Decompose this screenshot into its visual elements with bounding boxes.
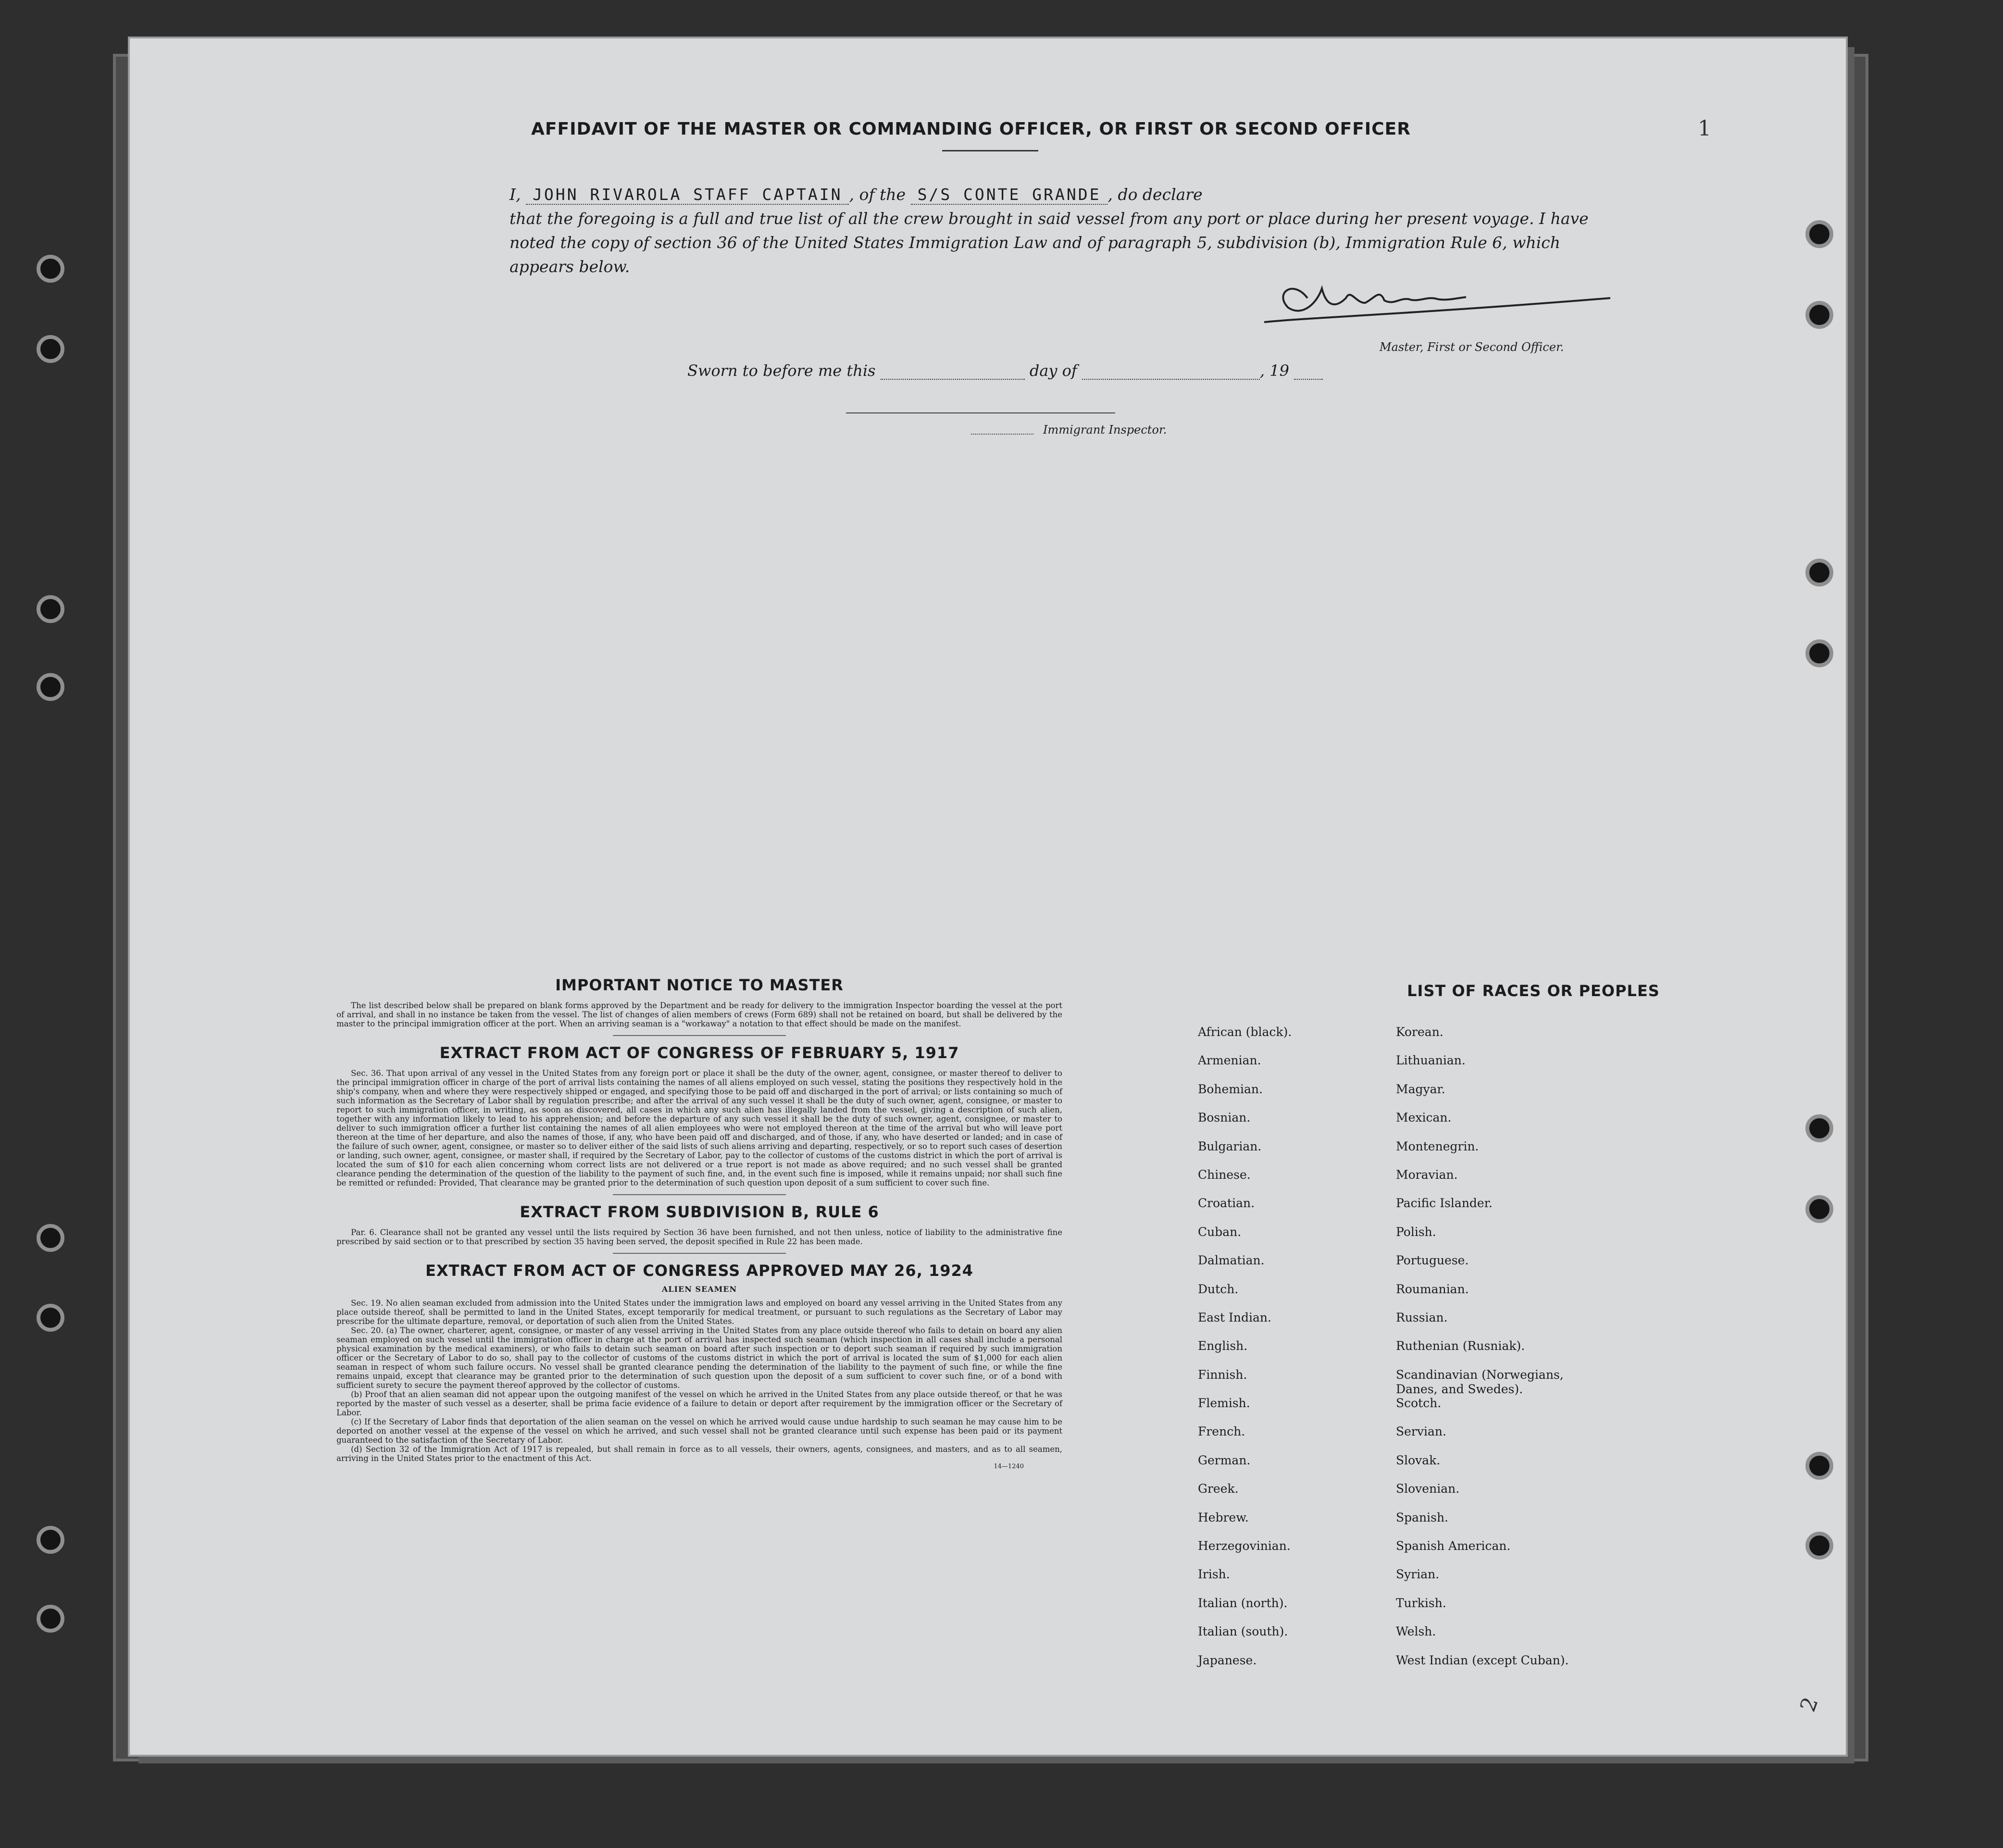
sworn-year-field [1294,379,1323,380]
race-item: German. [1198,1453,1251,1467]
alien-seamen-subtitle: ALIEN SEAMEN [661,1285,737,1294]
binder-hole [1805,559,1833,587]
of-the-text: , of the [849,185,906,204]
sworn-line [687,362,1323,380]
binder-hole [37,1224,64,1252]
race-item: Greek. [1198,1482,1239,1496]
race-item: Moravian. [1396,1167,1458,1182]
day-of-text: day of [1029,362,1077,380]
race-item: Italian (north). [1198,1596,1288,1610]
extract-1924-paragraph: Sec. 20. (a) The owner, charterer, agent, consignee, or master of any vessel arriving in the United States from any place outside thereof who fails to detain on board any alien seaman employed on such vessel until the immigration officer in charge at the port of arrival has inspected such seaman (which inspection in all cases shall include a personal physical examination by the medical examiners), or who fails to detain such seaman on board after such inspection or to deport such seaman if required by such immigration officer or the Secretary of Labor to do so, shall pay to the collector of customs of the customs district in which the port of arrival is located the sum of $1,000 for each alien seaman in respect of whom such failure occurs. No vessel shall be granted clearance pending the determination of the liability to the payment of such fine, or while the fine remains unpaid, except that clearance may be granted prior to the determination of such question upon the deposit of a sum sufficient to cover such fine, or of a bond with sufficient surety to secure the payment thereof approved by the collector of customs. [336,1326,1062,1390]
binder-hole [37,255,64,283]
race-item: Spanish. [1396,1510,1449,1524]
vessel-name-field: S/S CONTE GRANDE [911,185,1108,205]
race-item: Japanese. [1198,1653,1257,1667]
affidavit-sheet [130,38,1846,1755]
race-item: East Indian. [1198,1310,1271,1324]
binder-hole [1805,1452,1833,1480]
extract-rule6-text: Par. 6. Clearance shall not be granted any vessel until the lists required by Section 36 have been furnished, and not then unless, notice of liability to the administrative fine prescribed by said section or to that prescribed by section 35 having been served, the deposit specified in Rule 22 has been made. [336,1228,1062,1246]
binder-hole [37,595,64,623]
form-number: 14—1240 [994,1463,1024,1470]
race-item: Servian. [1396,1424,1446,1439]
binder-hole [37,1605,64,1633]
signature-caption: Master, First or Second Officer. [1380,340,1564,354]
race-item: Montenegrin. [1396,1139,1479,1153]
section-divider [613,1194,786,1195]
binder-hole [1805,301,1833,329]
page-mark-top: 1 [1698,116,1711,141]
declaration-intro: I, [510,185,521,204]
binder-hole [1805,220,1833,248]
notice-text: The list described below shall be prepared on blank forms approved by the Department and be ready for delivery to the immigration Inspector boarding the vessel at the port of arrival, and shall in no instance be taken from the vessel. The list of changes of alien members of crews (Form 689) shall not be retained on board, but shall be delivered by the master to the principal immigration officer at the port. When an arriving seaman is a "workaway" a notation to that effect should be made on the manifest. [336,1001,1062,1028]
race-item: Korean. [1396,1025,1443,1039]
extract-1917-title: EXTRACT FROM ACT OF CONGRESS OF FEBRUARY 5, 1917 [439,1044,959,1062]
race-item: West Indian (except Cuban). [1396,1653,1569,1667]
race-item: Armenian. [1198,1053,1261,1068]
binder-hole [37,1304,64,1332]
race-item: Pacific Islander. [1396,1196,1493,1211]
race-item: Slovak. [1396,1453,1441,1467]
sworn-month-field [1082,379,1260,380]
race-item: Herzegovinian. [1198,1539,1291,1553]
extract-1924-paragraph: Sec. 19. No alien seaman excluded from admission into the United States under the immigration laws and employed on board any vessel arriving in the United States from any place outside thereof, shall be permitted to land in the United States, except temporarily for medical treatment, or pursuant to such regulations as the Secretary of Labor may prescribe for the ultimate departure, removal, or deportation of such alien from the United States. [336,1299,1062,1326]
race-item: Slovenian. [1396,1482,1460,1496]
race-item: Dalmatian. [1198,1253,1265,1268]
race-item: Irish. [1198,1567,1230,1582]
race-item: English. [1198,1339,1248,1353]
inspector-signature-line [846,412,1115,413]
inspector-dotted-line [971,434,1033,435]
race-item: Finnish. [1198,1367,1247,1382]
race-item: Turkish. [1396,1596,1446,1610]
races-column-2 [1396,1025,1598,1682]
race-item: Scandinavian (Norwegians, Danes, and Swedes). [1396,1367,1564,1396]
sworn-prefix: Sworn to before me this [687,362,876,380]
race-item: Polish. [1396,1224,1436,1239]
binder-hole [1805,639,1833,667]
sworn-day-field [881,379,1025,380]
inspector-caption: Immigrant Inspector. [1043,423,1167,437]
do-declare-text: , do declare [1107,185,1203,204]
race-item: Portuguese. [1396,1253,1469,1268]
declaration-body: that the foregoing is a full and true list of all the crew brought in said vessel from any port or place during her present voyage. I have noted the copy of section 36 of the United States Immigration Law and of paragraph 5, subdivision (b), Immigration Rule 6, which appears below. [510,209,1589,276]
race-item: Spanish American. [1396,1539,1511,1553]
races-column-1 [1198,1025,1390,1682]
binder-hole [1805,1532,1833,1560]
section-divider [613,1035,786,1036]
extract-1924-title: EXTRACT FROM ACT OF CONGRESS APPROVED MAY 26, 1924 [425,1261,974,1280]
race-item: Cuban. [1198,1224,1242,1239]
page-mark-bottom: 2 [1795,1694,1823,1715]
race-item: Roumanian. [1396,1282,1469,1296]
notice-title: IMPORTANT NOTICE TO MASTER [555,976,844,994]
race-item: Croatian. [1198,1196,1255,1211]
extract-1924-paragraph: (c) If the Secretary of Labor finds that deportation of the alien seaman on the vessel on which he arrived would cause undue hardship to such seaman he may cause him to be deported on another vessel at the expense of the vessel on which he arrived, and such vessel shall not be granted clearance until such expense has been paid or its payment guaranteed to the satisfaction of the Secretary of Labor. [336,1417,1062,1445]
race-item: Scotch. [1396,1396,1442,1411]
affidavit-title: AFFIDAVIT OF THE MASTER OR COMMANDING OFFICER, OR FIRST OR SECOND OFFICER [531,119,1411,139]
extract-rule6-title: EXTRACT FROM SUBDIVISION B, RULE 6 [520,1203,879,1221]
binder-hole [1805,1114,1833,1142]
race-item: Bohemian. [1198,1082,1263,1096]
races-title: LIST OF RACES OR PEOPLES [1407,982,1660,1000]
declaration-text [510,183,1615,279]
master-signature [1255,269,1620,332]
race-item: Welsh. [1396,1624,1436,1639]
race-item: Mexican. [1396,1111,1452,1125]
race-item: Dutch. [1198,1282,1239,1296]
extract-1924-paragraph: (d) Section 32 of the Immigration Act of 1917 is repealed, but shall remain in force as to all vessels, their owners, agents, consignees, and masters, and as to all seamen, arriving in the United States prior to the enactment of this Act. [336,1445,1062,1463]
binder-hole [37,335,64,363]
race-item: Lithuanian. [1396,1053,1466,1068]
race-item: Chinese. [1198,1167,1251,1182]
binder-hole [37,673,64,701]
title-divider [942,150,1038,151]
race-item: African (black). [1198,1025,1292,1039]
race-item: Bosnian. [1198,1111,1251,1125]
race-item: Hebrew. [1198,1510,1249,1524]
race-item: Magyar. [1396,1082,1445,1096]
year-prefix: , 19 [1259,362,1289,380]
officer-name-field: JOHN RIVAROLA STAFF CAPTAIN [526,185,849,205]
race-item: Ruthenian (Rusniak). [1396,1339,1525,1353]
section-divider [613,1253,786,1254]
binder-hole [37,1526,64,1554]
race-item: Flemish. [1198,1396,1250,1411]
notices-column [336,976,1062,1470]
race-item: French. [1198,1424,1245,1439]
binder-hole [1805,1195,1833,1223]
race-item: Syrian. [1396,1567,1440,1582]
race-item: Italian (south). [1198,1624,1288,1639]
race-item: Russian. [1396,1310,1448,1324]
extract-1917-text: Sec. 36. That upon arrival of any vessel in the United States from any foreign port or place it shall be the duty of the owner, agent, consignee, or master thereof to deliver to the principal immigration officer in charge of the port of arrival lists containing the names of all aliens employed on such vessel, stating the positions they respectively hold in the ship's company, when and where they were respectively shipped or engaged, and specifying those to be paid off and discharged in the port of arrival; or lists containing so much of such information as the Secretary of Labor shall by regulation prescribe; and after the arrival of any such vessel it shall be the duty of such owner, agent, consignee, or master to report to such immigration officer, in writing, as soon as discovered, all cases in which any such alien has illegally landed from the vessel, giving a description of such alien, together with any information likely to lead to his apprehension; and before the departure of any such vessel it shall be the duty of such owner, agent, consignee, or master to deliver to such immigration officer a further list containing the names of all alien employees who were not employed thereon at the time of the arrival but who will leave port thereon at the time of her departure, and also the names of those, if any, who have been paid off and discharged, and of those, if any, who have deserted or landed; and in case of the failure of such owner, agent, consignee, or master so to deliver either of the said lists of such aliens arriving and departing, respectively, or so to report such cases of desertion or landing, such owner, agent, consignee, or master shall, if required by the Secretary of Labor, pay to the collector of customs of the customs district in which the port of arrival is located the sum of $10 for each alien concerning whom correct lists are not delivered or a true report is not made as above required; and no such vessel shall be granted clearance pending the determination of the question of the liability to the payment of such fine, and, in the event such fine is imposed, while it remains unpaid; nor shall such fine be remitted or refunded: Provided, That clearance may be granted prior to the determination of such question upon deposit of a sum sufficient to cover such fine. [336,1069,1062,1187]
race-item: Bulgarian. [1198,1139,1262,1153]
extract-1924-paragraph: (b) Proof that an alien seaman did not appear upon the outgoing manifest of the vessel on which he arrived in the United States from any place outside thereof, or that he was reported by the master of such vessel as a deserter, shall be prima facie evidence of a failure to detain or deport after requirement by the immigration officer or the Secretary of Labor. [336,1390,1062,1417]
